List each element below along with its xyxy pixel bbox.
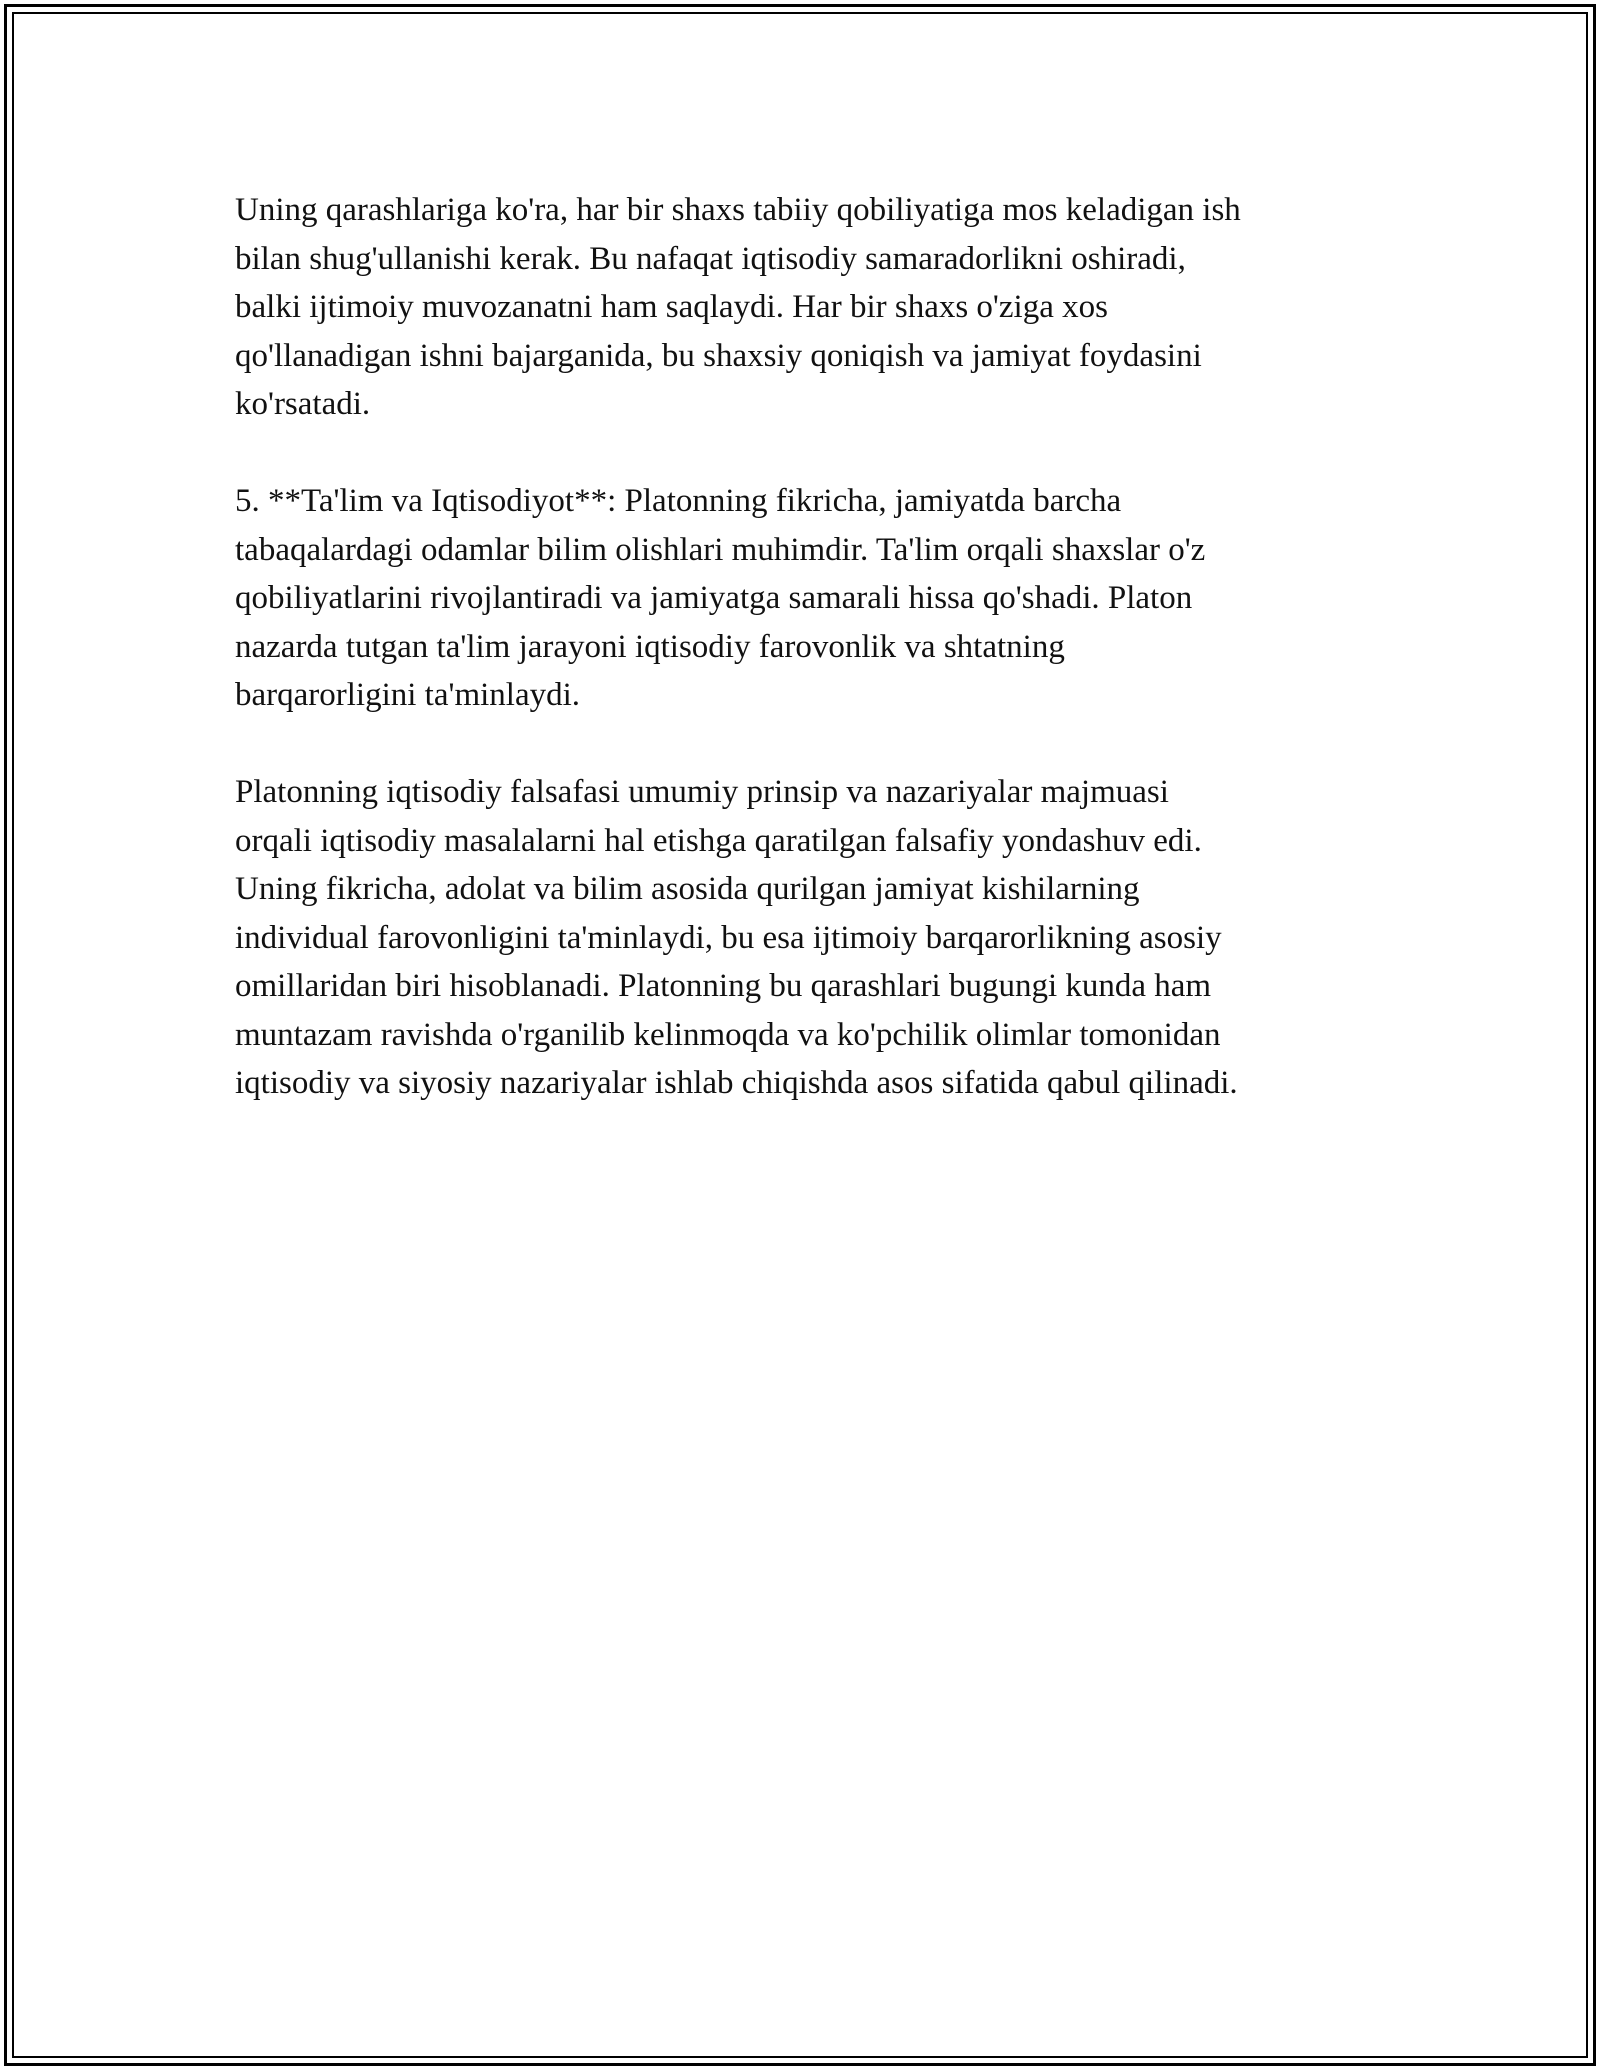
paragraph-conclusion: Platonning iqtisodiy falsafasi umumiy prinsip va nazariyalar majmuasi orqali iqtisodiy masalalarni hal etishga qaratilgan falsafiy yondashuv edi. Uning fikricha, adolat va bilim asosida qurilgan jamiyat kishilarning individual farovonligini ta'minlaydi, bu esa ijtimoiy barqarorlikning asosiy omillaridan biri hisoblanadi. Platonning bu qarashlari bugungi kunda ham muntazam ravishda o'rganilib kelinmoqda va ko'pchilik olimlar tomonidan iqtisodiy va siyosiy nazariyalar ishlab chiqishda asos sifatida qabul qilinadi. bbox=[235, 774, 1238, 1101]
document-body bbox=[235, 186, 1365, 1156]
paragraph-vocation: Uning qarashlariga ko'ra, har bir shaxs tabiiy qobiliyatiga mos keladigan ish bilan shug'ullanishi kerak. Bu nafaqat iqtisodiy samaradorlikni oshiradi, balki ijtimoiy muvozanatni ham saqlaydi. Har bir shaxs o'ziga xos qo'llanadigan ishni bajarganida, bu shaxsiy qoniqish va jamiyat foydasini ko'rsatadi. bbox=[235, 192, 1241, 422]
paragraph-education-economy: 5. **Ta'lim va Iqtisodiyot**: Platonning fikricha, jamiyatda barcha tabaqalardagi odamlar bilim olishlari muhimdir. Ta'lim orqali shaxslar o'z qobiliyatlarini rivojlantiradi va jamiyatga samarali hissa qo'shadi. Platon nazarda tutgan ta'lim jarayoni iqtisodiy farovonlik va shtatning barqarorligini ta'minlaydi. bbox=[235, 483, 1206, 713]
